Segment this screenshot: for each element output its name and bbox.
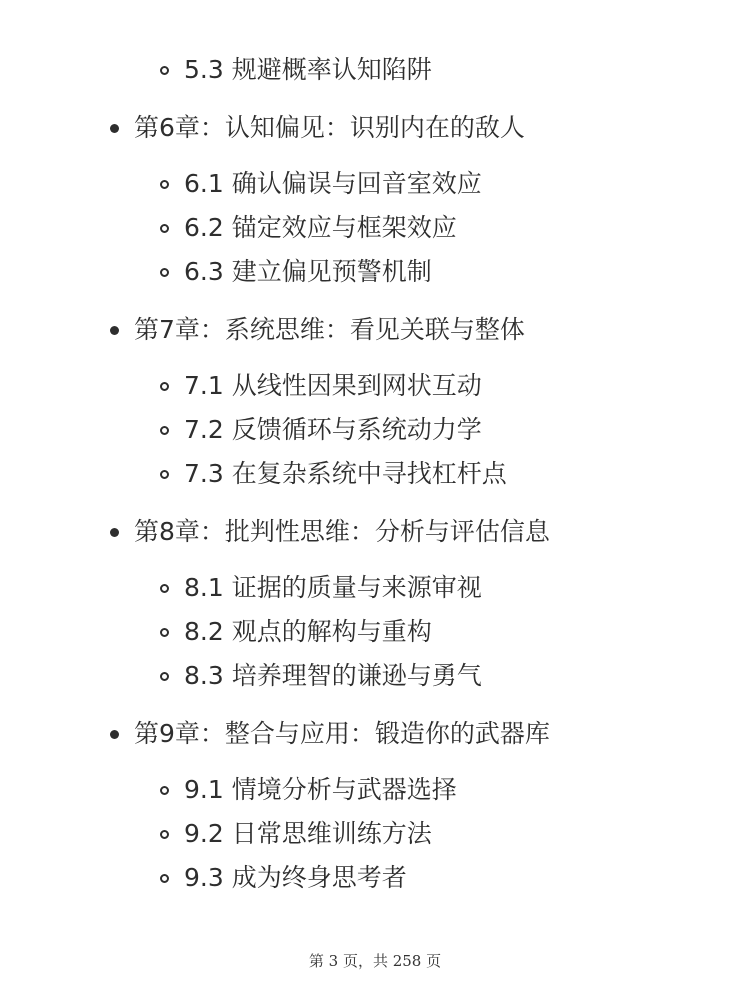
toc-item-text: 第9章：整合与应用：锻造你的武器库 bbox=[134, 719, 550, 748]
toc-section-item bbox=[0, 814, 432, 854]
circle-bullet-icon bbox=[160, 426, 169, 435]
toc-item-text: 9.1 情境分析与武器选择 bbox=[184, 775, 457, 804]
toc-item-text: 8.2 观点的解构与重构 bbox=[184, 617, 432, 646]
circle-bullet-icon bbox=[160, 268, 169, 277]
toc-item-text: 8.3 培养理智的谦逊与勇气 bbox=[184, 661, 482, 690]
toc-chapter-item bbox=[0, 310, 525, 350]
toc-item-text: 8.1 证据的质量与来源审视 bbox=[184, 573, 482, 602]
toc-item-text: 7.1 从线性因果到网状互动 bbox=[184, 371, 482, 400]
toc-section-item bbox=[0, 656, 482, 696]
toc-section-item bbox=[0, 410, 482, 450]
circle-bullet-icon bbox=[160, 672, 169, 681]
toc-item-text: 9.3 成为终身思考者 bbox=[184, 863, 407, 892]
toc-section-item bbox=[0, 252, 432, 292]
toc-chapter-item bbox=[0, 108, 525, 148]
toc-item-text: 第8章：批判性思维：分析与评估信息 bbox=[134, 517, 550, 546]
toc-section-item bbox=[0, 612, 432, 652]
toc-section-item bbox=[0, 50, 432, 90]
toc-section-item bbox=[0, 454, 507, 494]
toc-chapter-item bbox=[0, 714, 550, 754]
toc-item-text: 6.2 锚定效应与框架效应 bbox=[184, 213, 457, 242]
circle-bullet-icon bbox=[160, 224, 169, 233]
toc-item-text: 6.3 建立偏见预警机制 bbox=[184, 257, 432, 286]
circle-bullet-icon bbox=[160, 66, 169, 75]
circle-bullet-icon bbox=[160, 830, 169, 839]
circle-bullet-icon bbox=[160, 584, 169, 593]
toc-item-text: 第7章：系统思维：看见关联与整体 bbox=[134, 315, 525, 344]
circle-bullet-icon bbox=[160, 470, 169, 479]
circle-bullet-icon bbox=[160, 786, 169, 795]
circle-bullet-icon bbox=[160, 628, 169, 637]
disc-bullet-icon bbox=[110, 124, 119, 133]
disc-bullet-icon bbox=[110, 730, 119, 739]
toc-item-text: 第6章：认知偏见：识别内在的敌人 bbox=[134, 113, 525, 142]
page-footer bbox=[0, 950, 750, 971]
toc-item-text: 5.3 规避概率认知陷阱 bbox=[184, 55, 432, 84]
toc-section-item bbox=[0, 208, 457, 248]
toc-section-item bbox=[0, 858, 407, 898]
circle-bullet-icon bbox=[160, 382, 169, 391]
toc-item-text: 7.3 在复杂系统中寻找杠杆点 bbox=[184, 459, 507, 488]
toc-section-item bbox=[0, 770, 457, 810]
toc-item-text: 6.1 确认偏误与回音室效应 bbox=[184, 169, 482, 198]
toc-item-text: 9.2 日常思维训练方法 bbox=[184, 819, 432, 848]
circle-bullet-icon bbox=[160, 180, 169, 189]
toc-section-item bbox=[0, 366, 482, 406]
toc-chapter-item bbox=[0, 512, 550, 552]
toc-section-item bbox=[0, 568, 482, 608]
toc-section-item bbox=[0, 164, 482, 204]
page-number-label: 第 3 页，共 258 页 bbox=[308, 952, 442, 970]
disc-bullet-icon bbox=[110, 528, 119, 537]
disc-bullet-icon bbox=[110, 326, 119, 335]
toc-item-text: 7.2 反馈循环与系统动力学 bbox=[184, 415, 482, 444]
circle-bullet-icon bbox=[160, 874, 169, 883]
